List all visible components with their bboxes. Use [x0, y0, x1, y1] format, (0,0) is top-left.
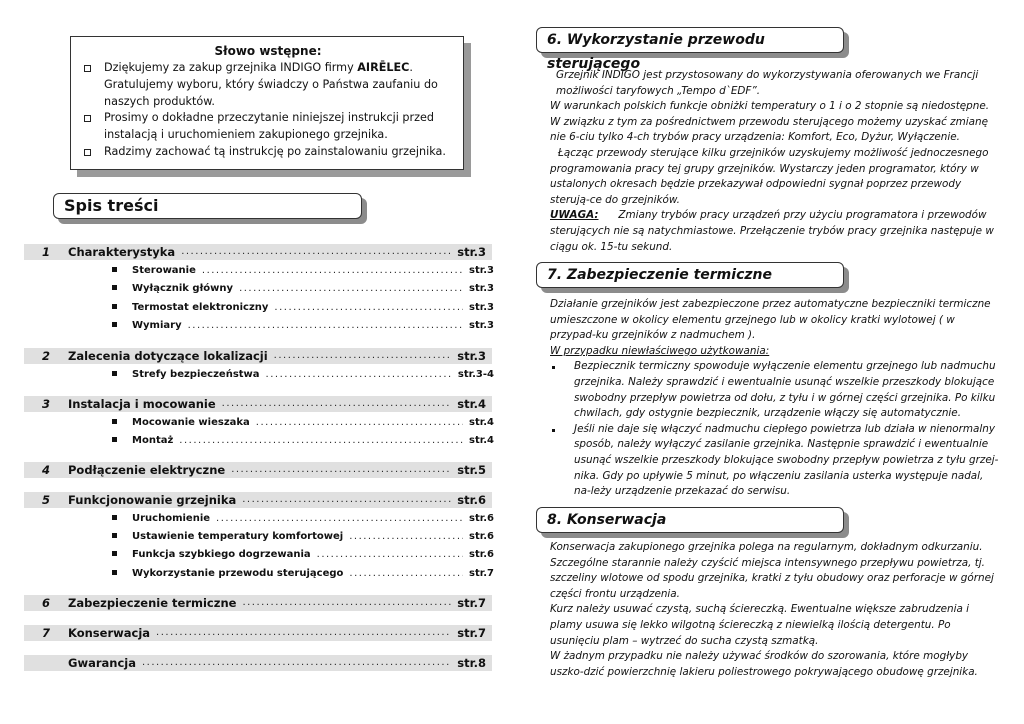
intro-item [81, 110, 455, 144]
toc-subentry[interactable] [112, 281, 496, 297]
toc-subentry-page: str.4 [469, 417, 494, 428]
checkbox-bullet-icon [84, 149, 91, 156]
toc-subentry-label: Ustawienie temperatury komfortowej [132, 531, 344, 542]
dot-leader [266, 367, 452, 383]
dot-leader [216, 511, 463, 527]
toc-subentry-page: str.4 [469, 435, 494, 446]
toc-subentry-label: Strefy bezpieczeństwa [132, 369, 260, 380]
toc-subentry-label: Wymiary [132, 320, 182, 331]
square-bullet-icon [112, 551, 117, 556]
toc-entry-number: 6 [41, 596, 50, 610]
paragraph: Grzejnik INDIGO jest przystosowany do wykorzystywania oferowanych we Francji możliwości taryfowych „Tempo d`EDF”. [556, 69, 979, 97]
toc-subentry-label: Termostat elektroniczny [132, 302, 269, 313]
intro-text: Dziękujemy za zakup grzejnika INDIGO firmy [104, 61, 358, 74]
dot-leader [349, 529, 463, 545]
warning-label: UWAGA: [550, 209, 599, 222]
toc-entry[interactable] [24, 244, 492, 260]
toc-subentry[interactable] [112, 511, 496, 527]
bullet-text: Bezpiecznik termiczny spowoduje wyłączenie elementu grzejnego lub nadmuchu grzejnika. Należy sprawdzić i ewentualnie usunąć wszelkie przeszkody blokujące swobodny przepływ powietrza od dołu, z tyłu i w górnej części grzejnika. Po kilku chwilach, gdy ostygnie bezpiecznik, urządzenie włączy się automatycznie. [574, 360, 996, 420]
square-bullet-icon [112, 304, 117, 309]
toc-subentry-label: Funkcja szybkiego dogrzewania [132, 549, 311, 560]
bullet-item [550, 359, 1000, 421]
dot-leader [317, 547, 463, 563]
section-8-body [550, 540, 1000, 680]
square-bullet-icon [112, 267, 117, 272]
toc-entry-page: str.3 [457, 349, 486, 363]
section-7-body [550, 297, 1000, 500]
toc-subentry-label: Mocowanie wieszaka [132, 417, 250, 428]
square-bullet-icon [112, 515, 117, 520]
toc-subentry-page: str.6 [469, 513, 494, 524]
intro-text: Radzimy zachować tą instrukcję po zainstalowaniu grzejnika. [104, 144, 446, 158]
dot-leader [181, 244, 451, 260]
intro-text: Prosimy o dokładne przeczytanie niniejszej instrukcji przed instalacją i uruchomieniem zakupionego grzejnika. [104, 111, 434, 142]
toc-entry[interactable] [24, 348, 492, 364]
toc-subentry-page: str.3 [469, 283, 494, 294]
toc-entry-number: 3 [41, 397, 50, 411]
bullet-icon [552, 429, 555, 432]
toc-subentry-label: Wykorzystanie przewodu sterującego [132, 568, 344, 579]
toc-entry-page: str.6 [457, 493, 486, 507]
dot-leader [274, 348, 452, 364]
toc-subentry[interactable] [112, 529, 496, 545]
warning-paragraph [550, 208, 1000, 255]
brand-name: AIRĒLEC [357, 61, 410, 74]
toc-entry[interactable] [24, 396, 492, 412]
toc-subentry[interactable] [112, 300, 496, 316]
toc-subentry[interactable] [112, 547, 496, 563]
intro-item [81, 144, 455, 161]
section-6-heading: 6. Wykorzystanie przewodu sterującego [536, 27, 844, 53]
toc-entry-label: Zabezpieczenie termiczne [68, 596, 237, 610]
toc-entry-label: Konserwacja [68, 626, 151, 640]
toc-subentry[interactable] [112, 263, 496, 279]
toc-subentry-page: str.3 [469, 265, 494, 276]
toc-subentry[interactable] [112, 433, 496, 449]
dot-leader [274, 300, 463, 316]
toc-subentry[interactable] [112, 367, 496, 383]
toc-subentry-page: str.3-4 [457, 369, 494, 380]
toc-entry-page: str.8 [457, 656, 486, 670]
toc-entry-label: Podłączenie elektryczne [68, 463, 226, 477]
bullet-icon [552, 366, 555, 369]
toc-entry-label: Funkcjonowanie grzejnika [68, 493, 237, 507]
square-bullet-icon [112, 322, 117, 327]
toc-subentry-page: str.6 [469, 531, 494, 542]
intro-list [81, 60, 455, 161]
toc-subentry-label: Wyłącznik główny [132, 283, 234, 294]
square-bullet-icon [112, 419, 117, 424]
toc-entry-label: Instalacja i mocowanie [68, 397, 216, 411]
toc-entry-page: str.3 [457, 245, 486, 259]
paragraph: W warunkach polskich funkcje obniżki temperatury o 1 i o 2 stopnie są niedostępne. [550, 100, 990, 113]
toc-entry[interactable] [24, 655, 492, 671]
toc-entry-number: 7 [41, 626, 50, 640]
toc-subentry-page: str.3 [469, 302, 494, 313]
bullet-text: Jeśli nie daje się włączyć nadmuchu ciepłego powietrza lub działa w nienormalny sposób, należy wyłączyć zasilanie grzejnika. Następnie sprawdzić i ewentualnie usunąć wszelkie przeszkody blokujące swobodny przepływ powietrza z tyłu grzej-nika. Gdy po upływie 5 minut, po włączeniu zasilania usterka występuje nadal, na-leży urządzenie przekazać do serwisu. [574, 422, 999, 498]
toc-entry-page: str.4 [457, 397, 486, 411]
checkbox-bullet-icon [84, 115, 91, 122]
intro-item [81, 60, 455, 110]
toc-entry[interactable] [24, 462, 492, 478]
paragraph: Konserwacja zakupionego grzejnika polega na regularnym, dokładnym odkurzaniu. Szczególne starannie należy czyścić miejsca intensywnego przepływu powietrza, tj. szczeliny wlotowe od spodu grzejnika, kratki z tyłu obudowy oraz perforacje w górnej części frontu urządzenia. [550, 541, 994, 600]
toc-entry-number: 4 [41, 463, 50, 477]
toc-entry[interactable] [24, 595, 492, 611]
dot-leader [188, 318, 463, 334]
toc-subentry-label: Uruchomienie [132, 513, 211, 524]
paragraph: W żadnym przypadku nie należy używać środków do szorowania, które mogłyby uszko-dzić powierzchnię lakieru poliestrowego pokrywającego obudowę grzejnika. [550, 650, 978, 678]
dot-leader [239, 281, 463, 297]
square-bullet-icon [112, 371, 117, 376]
toc-entry-page: str.5 [457, 463, 486, 477]
square-bullet-icon [112, 533, 117, 538]
dot-leader [179, 433, 463, 449]
toc-subentry[interactable] [112, 415, 496, 431]
paragraph: Łącząc przewody sterujące kilku grzejników uzyskujemy możliwość jednoczesnego programowania pracy tej grupy grzejników. Wystarczy jeden programator, który w ustalonych okresach będzie przekazywał odpowiedni sygnał poprzez przewody sterują-ce do grzejników. [550, 146, 989, 206]
toc-subentry-label: Sterowanie [132, 265, 196, 276]
intro-text: . Gratulujemy wyboru, który świadczy o Państwa zaufaniu do naszych produktów. [104, 61, 438, 108]
square-bullet-icon [112, 285, 117, 290]
toc-entry-number: 5 [41, 493, 50, 507]
dot-leader [142, 655, 451, 671]
toc-heading: Spis treści [53, 193, 362, 219]
section-8-heading: 8. Konserwacja [536, 507, 844, 533]
toc-entry[interactable] [24, 625, 492, 641]
intro-title: Słowo wstępne: [214, 44, 322, 58]
toc-subentry[interactable] [112, 566, 496, 582]
toc-entry-number: 2 [41, 349, 50, 363]
square-bullet-icon [112, 437, 117, 442]
dot-leader [222, 396, 452, 412]
intro-box [70, 36, 464, 170]
dot-leader [156, 625, 451, 641]
paragraph: Kurz należy usuwać czystą, suchą ściereczką. Ewentualne większe zabrudzenia i plamy usuwa się lekko wilgotną ściereczką z niewielką ilością detergentu. Po usunięciu plam – wytrzeć do sucha czystą szmatką. [550, 603, 970, 647]
toc-entry-number: 1 [41, 245, 50, 259]
toc-subentry-page: str.3 [469, 320, 494, 331]
dot-leader [256, 415, 463, 431]
toc-entry-page: str.7 [457, 596, 486, 610]
dot-leader [231, 462, 451, 478]
subheading: W przypadku niewłaściwego użytkowania: [550, 344, 770, 357]
paragraph: W związku z tym za pośrednictwem przewodu sterującego możemy uzyskać zmianę nie 6-ciu tylko 4-ch trybów pracy urządzenia: Komfort, Eco, Dyżur, Wyłączenie. [550, 115, 988, 144]
warning-text: Zmiany trybów pracy urządzeń przy użyciu programatora i przewodów sterujących nie są natychmiastowe. Przełączenie trybów pracy grzejnika następuje w ciągu ok. 15-tu sekund. [550, 209, 994, 253]
toc-entry-label: Zalecenia dotyczące lokalizacji [68, 349, 268, 363]
toc-subentry-page: str.7 [469, 568, 494, 579]
toc-entry-label: Charakterystyka [68, 245, 176, 259]
toc-subentry-page: str.6 [469, 549, 494, 560]
dot-leader [349, 566, 463, 582]
toc-entry-page: str.7 [457, 626, 486, 640]
paragraph: Działanie grzejników jest zabezpieczone przez automatyczne bezpieczniki termiczne umieszczone w okolicy elementu grzejnego lub w okolicy kratki wylotowej ( w przypad-ku grzejników z nadmuchem ). [550, 298, 991, 342]
checkbox-bullet-icon [84, 65, 91, 72]
toc-subentry[interactable] [112, 318, 496, 334]
section-6-body [550, 68, 1000, 255]
dot-leader [202, 263, 463, 279]
square-bullet-icon [112, 570, 117, 575]
dot-leader [242, 492, 451, 508]
toc-entry-label: Gwarancja [68, 656, 136, 670]
section-7-heading: 7. Zabezpieczenie termiczne [536, 262, 844, 288]
dot-leader [242, 595, 451, 611]
bullet-item [550, 422, 1000, 500]
toc-subentry-label: Montaż [132, 435, 174, 446]
toc-entry[interactable] [24, 492, 492, 508]
